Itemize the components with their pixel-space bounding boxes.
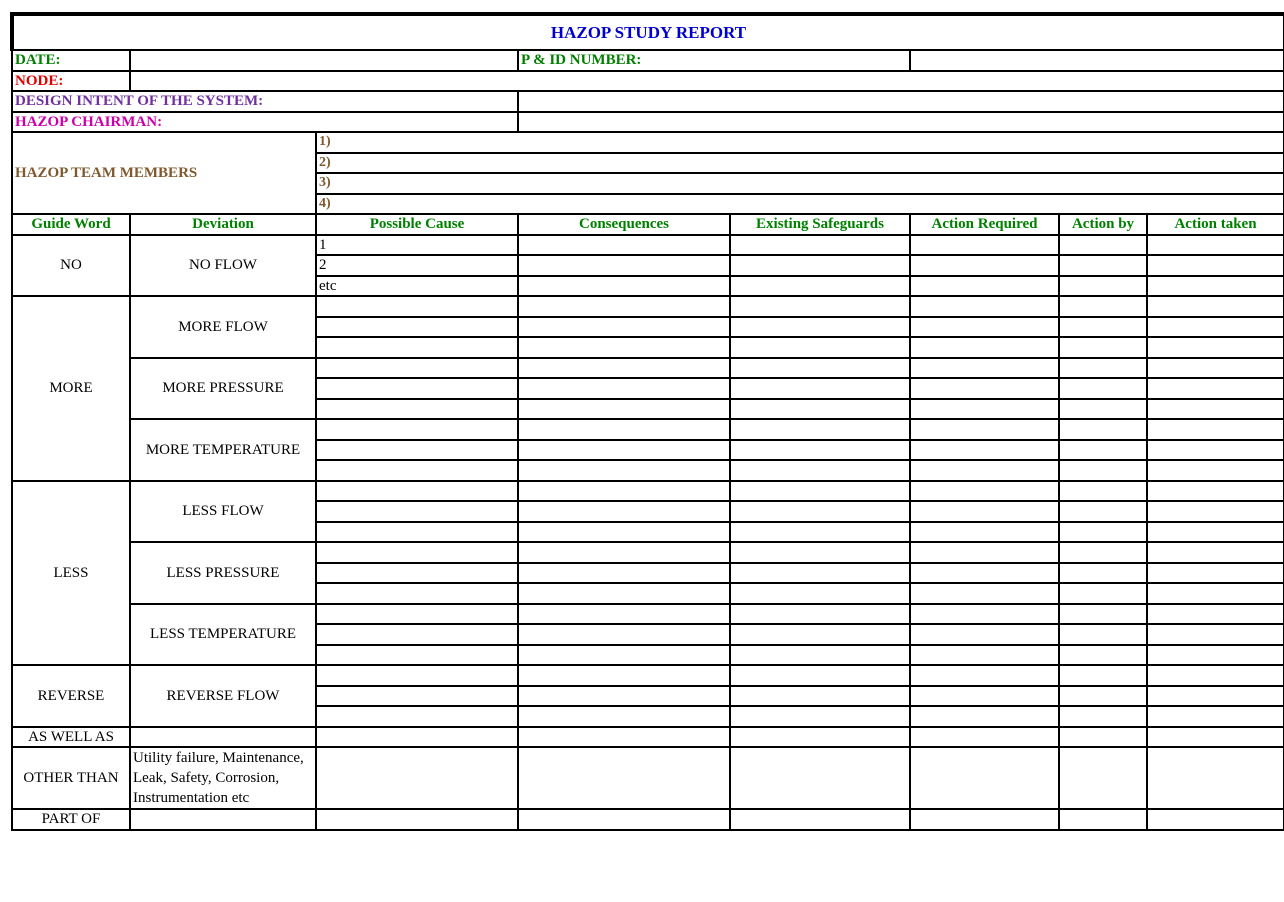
cell[interactable] <box>1147 686 1284 707</box>
cell[interactable] <box>730 399 910 420</box>
deviation-more-flow: MORE FLOW <box>130 296 316 358</box>
cell[interactable] <box>1147 727 1284 748</box>
cell[interactable] <box>1147 604 1284 625</box>
cell[interactable] <box>1147 645 1284 666</box>
cell[interactable] <box>1147 440 1284 461</box>
cell[interactable] <box>316 542 518 563</box>
cell[interactable] <box>730 809 910 830</box>
cell[interactable] <box>316 378 518 399</box>
cell[interactable] <box>316 460 518 481</box>
cell[interactable] <box>910 583 1059 604</box>
cell[interactable] <box>910 727 1059 748</box>
cell[interactable] <box>730 419 910 440</box>
col-header-guide-word: Guide Word <box>12 214 130 235</box>
cell[interactable] <box>316 624 518 645</box>
cell[interactable] <box>518 460 730 481</box>
cell[interactable] <box>316 296 518 317</box>
cell[interactable] <box>730 460 910 481</box>
cell[interactable] <box>910 337 1059 358</box>
cell[interactable] <box>130 727 316 748</box>
cell[interactable] <box>518 747 730 809</box>
cell[interactable] <box>316 481 518 502</box>
cell[interactable] <box>910 501 1059 522</box>
cell[interactable] <box>1147 399 1284 420</box>
cell[interactable] <box>910 235 1059 256</box>
cell[interactable] <box>518 542 730 563</box>
hazop-chairman-field[interactable] <box>518 112 1284 133</box>
cell[interactable] <box>1059 809 1147 830</box>
table-row <box>12 419 1284 440</box>
hazop-chairman-label: HAZOP CHAIRMAN: <box>12 112 518 133</box>
col-header-existing-safeguards: Existing Safeguards <box>730 214 910 235</box>
cell[interactable] <box>910 645 1059 666</box>
guide-word-more: MORE <box>12 296 130 481</box>
cell[interactable] <box>730 563 910 584</box>
cell[interactable] <box>518 624 730 645</box>
team-members-label: HAZOP TEAM MEMBERS <box>12 132 316 214</box>
cell[interactable] <box>518 563 730 584</box>
deviation-more-temperature: MORE TEMPERATURE <box>130 419 316 481</box>
cell[interactable] <box>316 501 518 522</box>
cell[interactable] <box>1059 337 1147 358</box>
cell[interactable] <box>910 378 1059 399</box>
table-row <box>12 665 1284 686</box>
table-row <box>12 747 1284 809</box>
col-header-deviation: Deviation <box>130 214 316 235</box>
cell[interactable] <box>316 686 518 707</box>
cell[interactable] <box>316 399 518 420</box>
cause-cell[interactable]: 2 <box>316 255 518 276</box>
cell[interactable] <box>130 809 316 830</box>
cell[interactable] <box>1059 501 1147 522</box>
guide-word-less: LESS <box>12 481 130 666</box>
cell[interactable] <box>730 665 910 686</box>
cell[interactable] <box>518 727 730 748</box>
table-row <box>12 296 1284 317</box>
date-label: DATE: <box>12 50 130 71</box>
cell[interactable] <box>518 358 730 379</box>
cell[interactable] <box>316 706 518 727</box>
cell[interactable] <box>910 481 1059 502</box>
deviation-other-than: Utility failure, Maintenance, Leak, Safety, Corrosion, Instrumentation etc <box>130 747 316 809</box>
col-header-action-taken: Action taken <box>1147 214 1284 235</box>
cell[interactable] <box>730 378 910 399</box>
cell[interactable] <box>1059 645 1147 666</box>
cell[interactable] <box>1147 235 1284 256</box>
cell[interactable] <box>1147 296 1284 317</box>
cell[interactable] <box>730 337 910 358</box>
table-row <box>12 604 1284 625</box>
cell[interactable] <box>730 522 910 543</box>
cell[interactable] <box>316 440 518 461</box>
guide-word-as-well-as: AS WELL AS <box>12 727 130 748</box>
cell[interactable] <box>316 665 518 686</box>
cell[interactable] <box>518 337 730 358</box>
cell[interactable] <box>1147 747 1284 809</box>
deviation-less-temperature: LESS TEMPERATURE <box>130 604 316 666</box>
pid-number-field[interactable] <box>910 50 1284 71</box>
cell[interactable] <box>730 358 910 379</box>
cell[interactable] <box>316 337 518 358</box>
deviation-no-flow: NO FLOW <box>130 235 316 297</box>
hazop-report-table <box>10 12 1284 831</box>
cell[interactable] <box>1059 276 1147 297</box>
cell[interactable] <box>518 276 730 297</box>
cell[interactable] <box>1059 604 1147 625</box>
cell[interactable] <box>1147 706 1284 727</box>
cell[interactable] <box>1059 665 1147 686</box>
cell[interactable] <box>1059 727 1147 748</box>
cell[interactable] <box>730 255 910 276</box>
cell[interactable] <box>910 809 1059 830</box>
cell[interactable] <box>316 522 518 543</box>
table-row <box>12 809 1284 830</box>
team-member-1[interactable]: 1) <box>316 132 1284 153</box>
cell[interactable] <box>1147 317 1284 338</box>
cell[interactable] <box>518 296 730 317</box>
cell[interactable] <box>730 317 910 338</box>
cell[interactable] <box>730 276 910 297</box>
cell[interactable] <box>518 522 730 543</box>
table-row <box>12 481 1284 502</box>
cell[interactable] <box>910 419 1059 440</box>
cell[interactable] <box>518 440 730 461</box>
cell[interactable] <box>730 604 910 625</box>
cell[interactable] <box>1059 440 1147 461</box>
cell[interactable] <box>730 235 910 256</box>
cell[interactable] <box>1147 419 1284 440</box>
cell[interactable] <box>910 399 1059 420</box>
cell[interactable] <box>1147 665 1284 686</box>
cell[interactable] <box>518 235 730 256</box>
cell[interactable] <box>1059 419 1147 440</box>
team-member-4[interactable]: 4) <box>316 194 1284 215</box>
cell[interactable] <box>1147 809 1284 830</box>
cell[interactable] <box>1147 276 1284 297</box>
report-title: HAZOP STUDY REPORT <box>12 14 1284 50</box>
cell[interactable] <box>1147 481 1284 502</box>
cell[interactable] <box>910 563 1059 584</box>
cell[interactable] <box>518 706 730 727</box>
cell[interactable] <box>316 604 518 625</box>
cell[interactable] <box>518 399 730 420</box>
cell[interactable] <box>730 686 910 707</box>
team-member-3[interactable]: 3) <box>316 173 1284 194</box>
guide-word-reverse: REVERSE <box>12 665 130 727</box>
cell[interactable] <box>518 317 730 338</box>
cell[interactable] <box>316 317 518 338</box>
cell[interactable] <box>1059 378 1147 399</box>
cell[interactable] <box>910 665 1059 686</box>
cell[interactable] <box>1147 563 1284 584</box>
team-member-2[interactable]: 2) <box>316 153 1284 174</box>
cell[interactable] <box>910 440 1059 461</box>
cell[interactable] <box>730 747 910 809</box>
cell[interactable] <box>1147 583 1284 604</box>
cell[interactable] <box>910 255 1059 276</box>
cell[interactable] <box>1059 747 1147 809</box>
cell[interactable] <box>1059 358 1147 379</box>
cell[interactable] <box>518 604 730 625</box>
cell[interactable] <box>1147 624 1284 645</box>
table-row <box>12 358 1284 379</box>
col-header-action-required: Action Required <box>910 214 1059 235</box>
node-label: NODE: <box>12 71 130 92</box>
cell[interactable] <box>910 522 1059 543</box>
cell[interactable] <box>1059 542 1147 563</box>
table-row <box>12 542 1284 563</box>
guide-word-no: NO <box>12 235 130 297</box>
cell[interactable] <box>910 624 1059 645</box>
cell[interactable] <box>1147 501 1284 522</box>
cell[interactable] <box>910 358 1059 379</box>
cell[interactable] <box>1059 317 1147 338</box>
cell[interactable] <box>518 665 730 686</box>
cell[interactable] <box>1147 378 1284 399</box>
deviation-reverse-flow: REVERSE FLOW <box>130 665 316 727</box>
cell[interactable] <box>316 583 518 604</box>
cell[interactable] <box>910 706 1059 727</box>
col-header-consequences: Consequences <box>518 214 730 235</box>
cause-cell[interactable]: etc <box>316 276 518 297</box>
cell[interactable] <box>316 358 518 379</box>
cell[interactable] <box>316 809 518 830</box>
cell[interactable] <box>730 501 910 522</box>
deviation-less-pressure: LESS PRESSURE <box>130 542 316 604</box>
cell[interactable] <box>518 255 730 276</box>
cell[interactable] <box>316 645 518 666</box>
cell[interactable] <box>730 645 910 666</box>
cell[interactable] <box>1059 255 1147 276</box>
col-header-possible-cause: Possible Cause <box>316 214 518 235</box>
cell[interactable] <box>1059 399 1147 420</box>
cell[interactable] <box>1147 522 1284 543</box>
cell[interactable] <box>1059 624 1147 645</box>
cell[interactable] <box>1147 255 1284 276</box>
design-intent-field[interactable] <box>518 91 1284 112</box>
deviation-less-flow: LESS FLOW <box>130 481 316 543</box>
cell[interactable] <box>1059 296 1147 317</box>
cell[interactable] <box>730 542 910 563</box>
deviation-more-pressure: MORE PRESSURE <box>130 358 316 420</box>
cell[interactable] <box>518 481 730 502</box>
cell[interactable] <box>1147 542 1284 563</box>
cell[interactable] <box>1059 522 1147 543</box>
cell[interactable] <box>910 747 1059 809</box>
cell[interactable] <box>1059 460 1147 481</box>
cell[interactable] <box>910 460 1059 481</box>
cell[interactable] <box>1147 337 1284 358</box>
date-field[interactable] <box>130 50 518 71</box>
cell[interactable] <box>316 419 518 440</box>
cell[interactable] <box>910 296 1059 317</box>
cell[interactable] <box>910 604 1059 625</box>
cell[interactable] <box>910 276 1059 297</box>
cell[interactable] <box>1059 686 1147 707</box>
cell[interactable] <box>316 563 518 584</box>
cell[interactable] <box>1059 706 1147 727</box>
cell[interactable] <box>316 727 518 748</box>
cell[interactable] <box>910 317 1059 338</box>
cell[interactable] <box>730 440 910 461</box>
cell[interactable] <box>1147 460 1284 481</box>
cell[interactable] <box>518 645 730 666</box>
cell[interactable] <box>518 419 730 440</box>
cell[interactable] <box>910 542 1059 563</box>
cell[interactable] <box>1059 235 1147 256</box>
table-row <box>12 727 1284 748</box>
cause-cell[interactable]: 1 <box>316 235 518 256</box>
cell[interactable] <box>730 727 910 748</box>
cell[interactable] <box>730 296 910 317</box>
cell[interactable] <box>1059 481 1147 502</box>
cell[interactable] <box>518 378 730 399</box>
col-header-action-by: Action by <box>1059 214 1147 235</box>
node-field[interactable] <box>130 71 1284 92</box>
cell[interactable] <box>910 686 1059 707</box>
cell[interactable] <box>730 706 910 727</box>
cell[interactable] <box>518 501 730 522</box>
guide-word-part-of: PART OF <box>12 809 130 830</box>
guide-word-other-than: OTHER THAN <box>12 747 130 809</box>
cell[interactable] <box>730 583 910 604</box>
cell[interactable] <box>518 583 730 604</box>
cell[interactable] <box>1059 563 1147 584</box>
cell[interactable] <box>316 747 518 809</box>
cell[interactable] <box>518 686 730 707</box>
table-row <box>12 235 1284 256</box>
cell[interactable] <box>518 809 730 830</box>
cell[interactable] <box>1059 583 1147 604</box>
cell[interactable] <box>1147 358 1284 379</box>
cell[interactable] <box>730 624 910 645</box>
cell[interactable] <box>730 481 910 502</box>
pid-number-label: P & ID NUMBER: <box>518 50 910 71</box>
design-intent-label: DESIGN INTENT OF THE SYSTEM: <box>12 91 518 112</box>
